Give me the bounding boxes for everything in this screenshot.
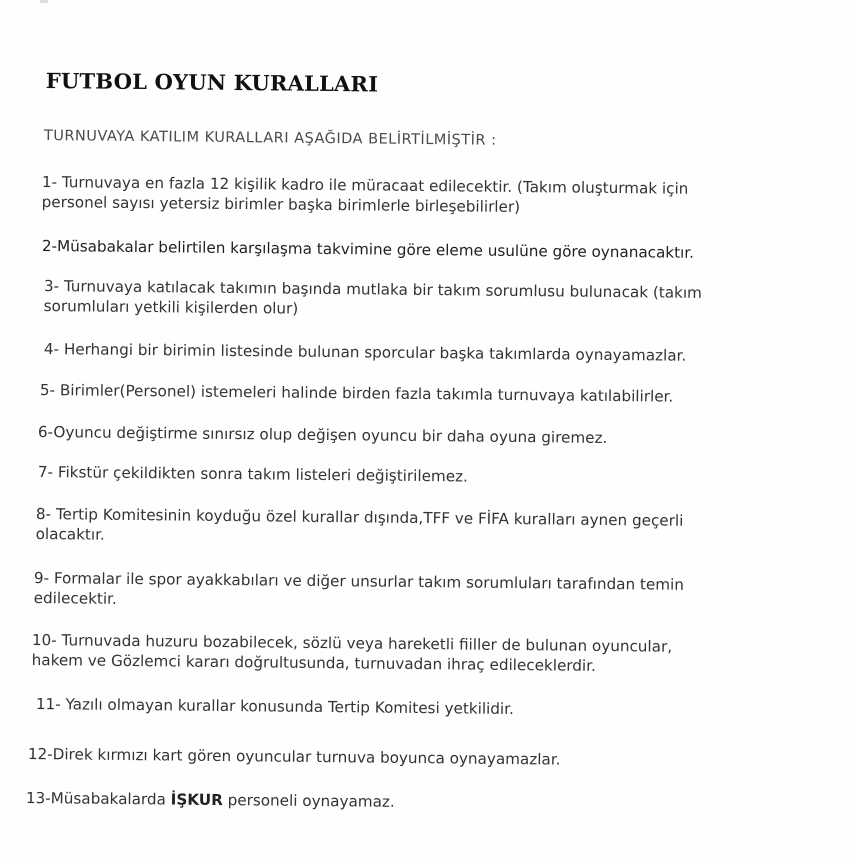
document-title: FUTBOL OYUN KURALLARI [45, 68, 379, 97]
rule-line: hakem ve Gözlemci kararı doğrultusunda, turnuvadan ihraç edileceklerdir. [31, 650, 596, 675]
rule-item-12 [28, 744, 561, 770]
rule-line: 6-Oyuncu değiştirme sınırsız olup değişen oyuncu bir daha oyuna giremez. [37, 422, 608, 447]
rule-line [26, 788, 395, 812]
rule-item-1 [42, 172, 689, 219]
rule-item-9 [34, 568, 684, 615]
rule-item-2 [42, 236, 694, 263]
rule-line: 5- Birimler(Personel) istemeleri halinde birden fazla takımla turnuvaya katılabilirler. [39, 380, 674, 406]
iskur-emphasis: İŞKUR [170, 790, 223, 810]
rule-line: 1- Turnuvaya en fazla 12 kişilik kadro ile müracaat edilecektir. (Takım oluşturmak için [41, 172, 689, 198]
document-subtitle: TURNUVAYA KATILIM KURALLARI AŞAĞIDA BELİRTİLMİŞTİR : [43, 128, 497, 149]
rule-item-11 [36, 694, 514, 719]
rule-item-5 [40, 380, 674, 407]
rule-item-8 [36, 504, 684, 551]
rule-line: 4- Herhangi bir birimin listesinde bulunan sporcular başka takımlarda oynayamazlar. [43, 339, 687, 365]
rule-item-7 [38, 462, 468, 487]
rule-text-suffix: personeli oynayamaz. [222, 791, 395, 811]
rule-line: 10- Turnuvada huzuru bozabilecek, sözlü veya hareketli fiiller de bulunan oyuncular, [31, 630, 673, 656]
rule-line: personel sayısı yetersiz birimler başka birimlerle birleşebilirler) [41, 192, 521, 217]
rule-item-13 [26, 788, 395, 812]
rule-line: sorumluları yetkili kişilerden olur) [43, 296, 299, 318]
rule-item-4 [44, 339, 687, 366]
rule-line: 3- Turnuvaya katılacak takımın başında mutlaka bir takım sorumlusu bulunacak (takım [43, 276, 703, 302]
rule-line: 7- Fikstür çekildikten sonra takım listeleri değiştirilemez. [37, 462, 468, 486]
rule-item-3 [44, 276, 702, 323]
rule-line: 8- Tertip Komitesinin koyduğu özel kurallar dışında,TFF ve FİFA kuralları aynen geçerli [35, 504, 684, 530]
scan-artifact [40, 0, 48, 3]
rule-text-prefix: 13-Müsabakalarda [25, 788, 171, 809]
rule-item-10 [32, 630, 673, 677]
rule-line: 2-Müsabakalar belirtilen karşılaşma takvimine göre eleme usulüne göre oynanacaktır. [41, 236, 695, 262]
rule-line: edilecektir. [33, 588, 117, 608]
rule-line: olacaktır. [35, 524, 105, 544]
rule-line: 9- Formalar ile spor ayakkabıları ve diğer unsurlar takım sorumluları tarafından temin [33, 568, 685, 594]
rule-item-6 [38, 422, 608, 448]
rule-line: 11- Yazılı olmayan kurallar konusunda Tertip Komitesi yetkilidir. [35, 694, 514, 719]
rule-line: 12-Direk kırmızı kart gören oyuncular turnuva boyunca oynayamazlar. [27, 744, 561, 769]
